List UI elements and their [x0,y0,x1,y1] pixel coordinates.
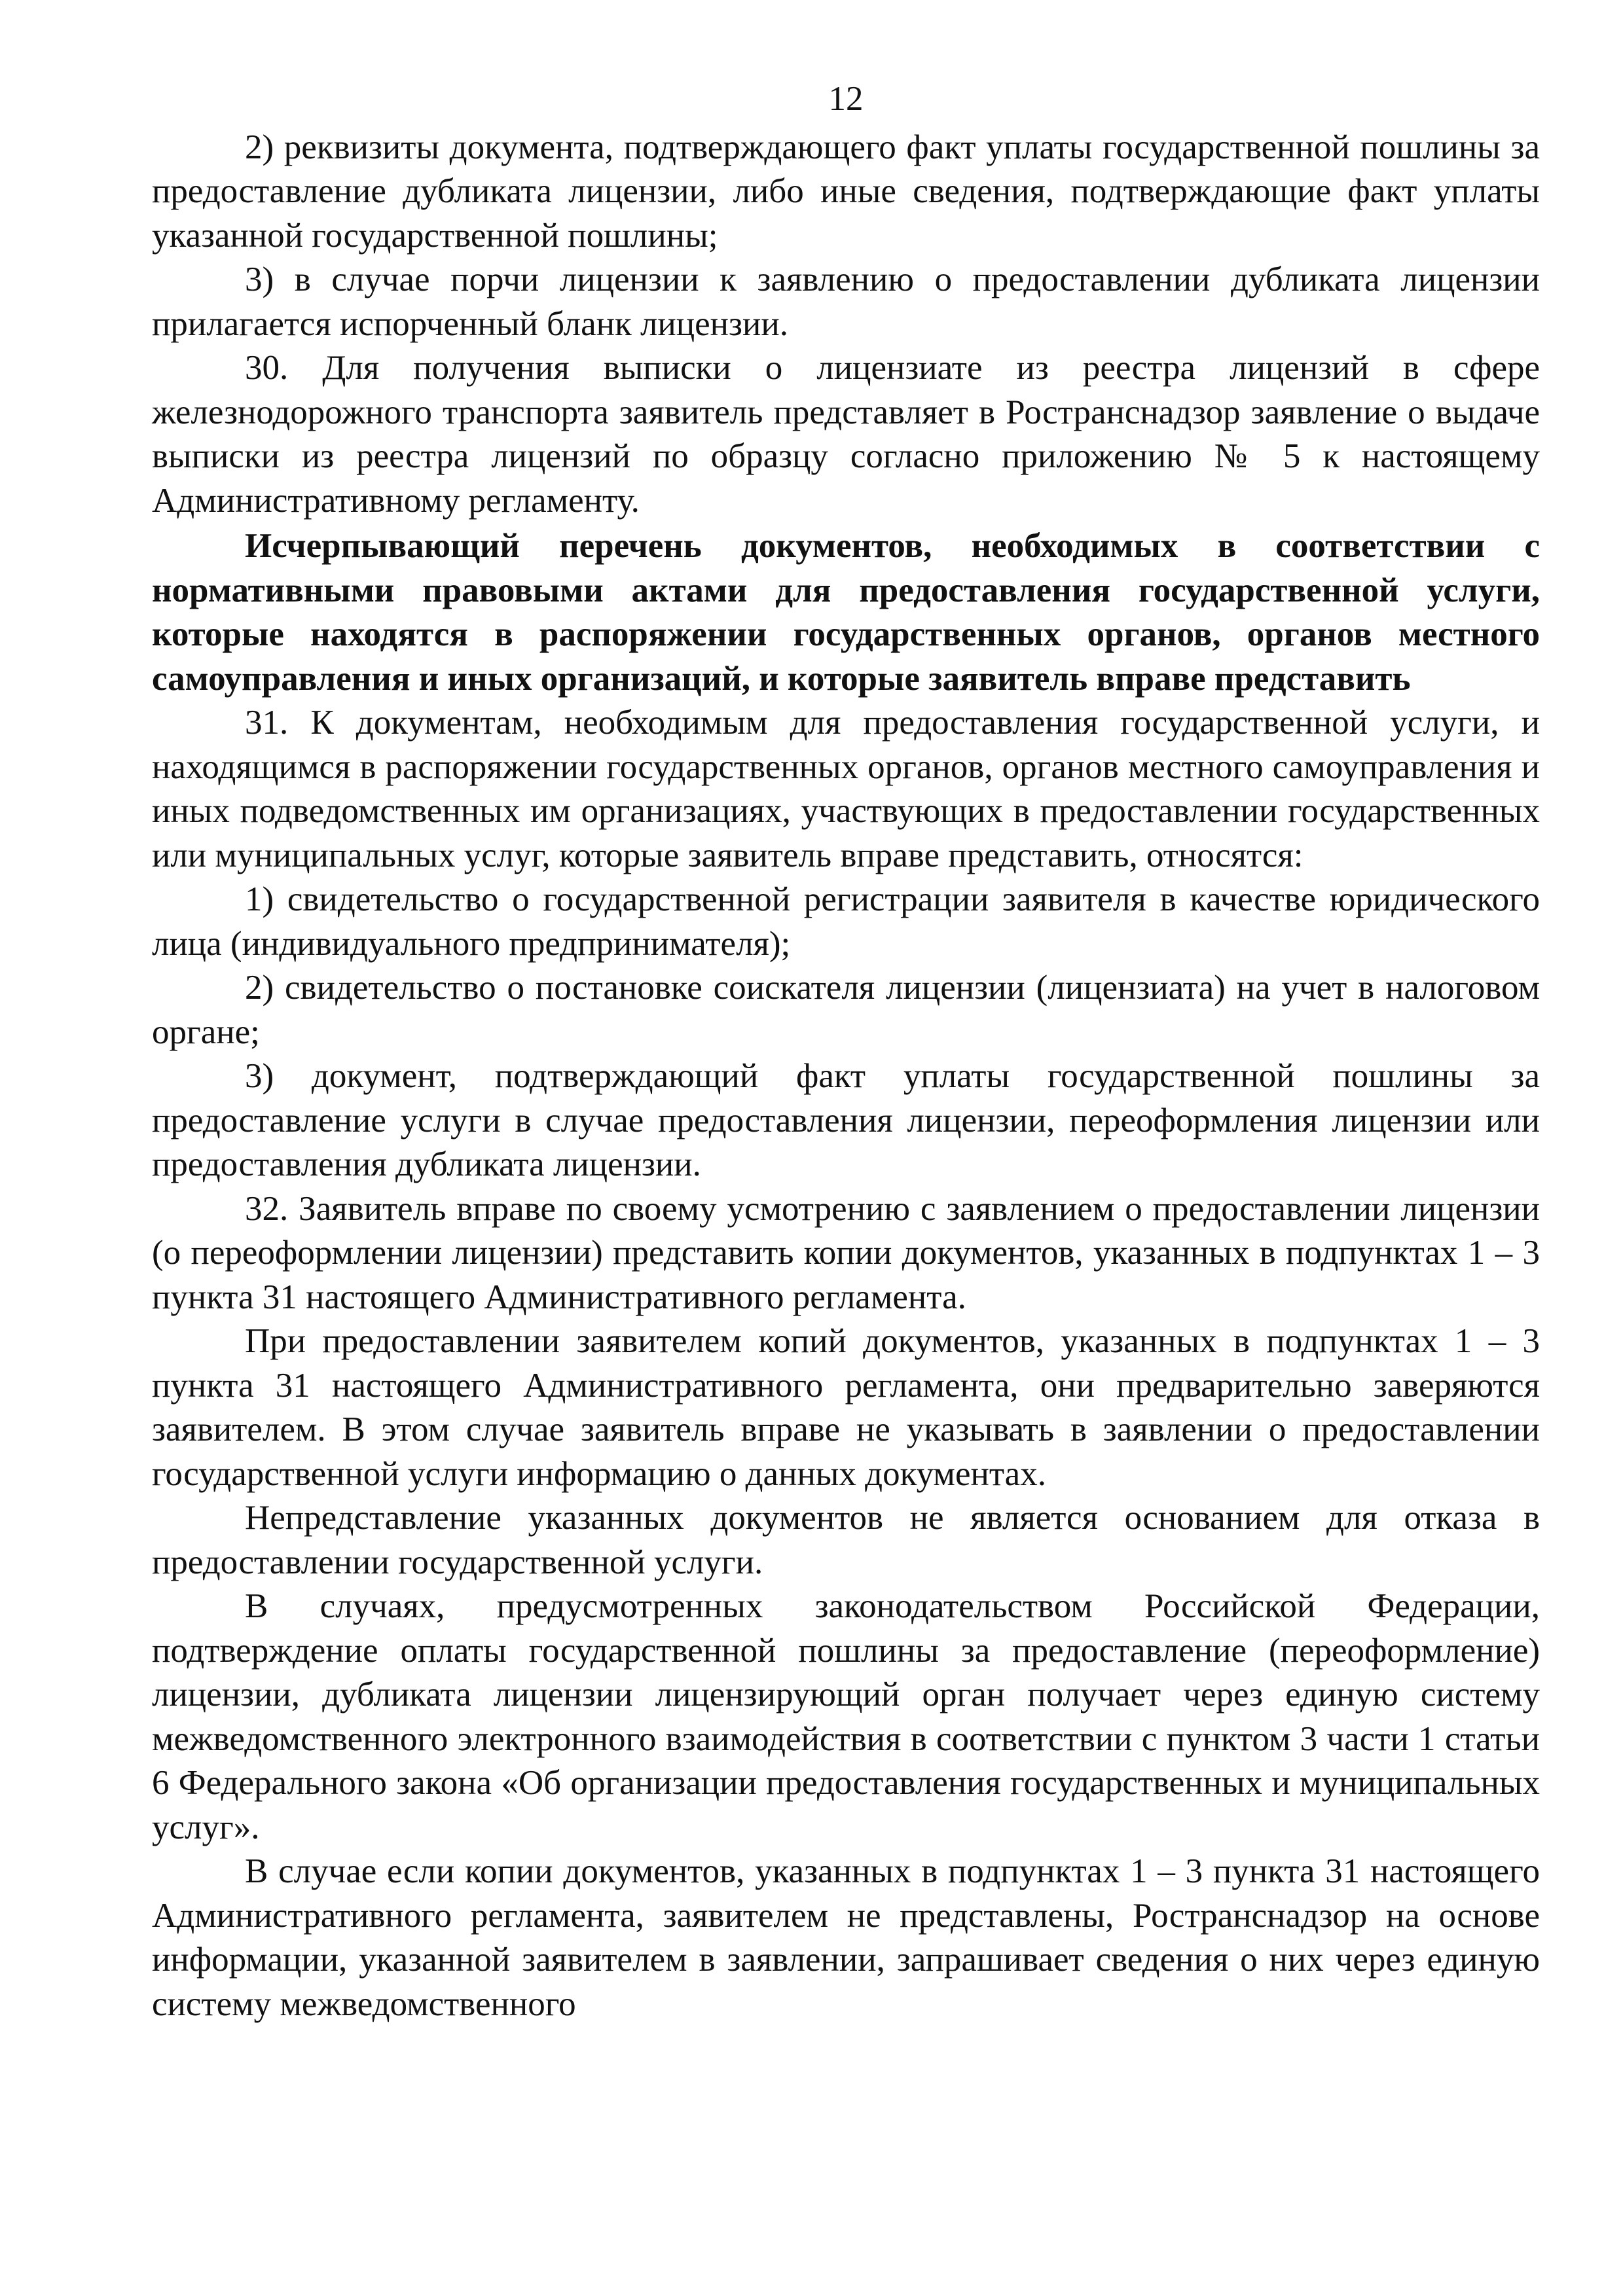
paragraph-32: 32. Заявитель вправе по своему усмотрению с заявлением о предоставлении лицензии (о переоформлении лицензии) представить копии документов, указанных в подпунктах 1 – 3 пункта 31 настоящего Административного регламента. [152,1189,1540,1316]
paragraph-fee-confirmation: В случаях, предусмотренных законодательством Российской Федерации, подтверждение оплаты государственной пошлины за предоставление (переоформление) лицензии, дубликата лицензии лицензирующий орган получает через единую систему межведомственного электронного взаимодействия в соответствии с пунктом 3 части 1 статьи 6 Федерального закона «Об организации предоставления государственных и муниципальных услуг». [152,1587,1540,1846]
paragraph-31: 31. К документам, необходимым для предоставления государственной услуги, и находящимся в распоряжении государственных органов, органов местного самоуправления и иных подведомственных им организациях, участвующих в предоставлении государственных или муниципальных услуг, которые заявитель вправе представить, относятся: [152,704,1540,874]
paragraph-31-1: 1) свидетельство о государственной регистрации заявителя в качестве юридического лица (индивидуального предпринимателя); [152,880,1540,963]
paragraph-29-2: 2) реквизиты документа, подтверждающего факт уплаты государственной пошлины за предоставление дубликата лицензии, либо иные сведения, подтверждающие факт уплаты указанной государственной пошлины; [152,128,1540,255]
document-page [152,77,1540,2026]
paragraph-31-3: 3) документ, подтверждающий факт уплаты государственной пошлины за предоставление услуги в случае предоставления лицензии, переоформления лицензии или предоставления дубликата лицензии. [152,1057,1540,1183]
paragraph-copies-certification: При предоставлении заявителем копий документов, указанных в подпунктах 1 – 3 пункта 31 настоящего Административного регламента, они предварительно заверяются заявителем. В этом случае заявитель вправе не указывать в заявлении о предоставлении государственной услуги информацию о данных документах. [152,1322,1540,1493]
paragraph-non-submission: Непредставление указанных документов не является основанием для отказа в предоставлении государственной услуги. [152,1499,1540,1581]
section-heading: Исчерпывающий перечень документов, необходимых в соответствии с нормативными правовыми актами для предоставления государственной услуги, которые находятся в распоряжении государственных органов, органов местного самоуправления и иных организаций, и которые заявитель вправе представить [152,527,1540,698]
page-number: 12 [828,80,864,118]
paragraph-29-3: 3) в случае порчи лицензии к заявлению о предоставлении дубликата лицензии прилагается испорченный бланк лицензии. [152,260,1540,343]
paragraph-31-2: 2) свидетельство о постановке соискателя лицензии (лицензиата) на учет в налоговом органе; [152,969,1540,1051]
paragraph-30: 30. Для получения выписки о лицензиате из реестра лицензий в сфере железнодорожного транспорта заявитель представляет в Ространснадзор заявление о выдаче выписки из реестра лицензий по образцу согласно приложению № 5 к настоящему Административному регламенту. [152,349,1540,520]
paragraph-interagency-request: В случае если копии документов, указанных в подпунктах 1 – 3 пункта 31 настоящего Административного регламента, заявителем не представлены, Ространснадзор на основе информации, указанной заявителем в заявлении, запрашивает сведения о них через единую систему межведомственного [152,1852,1540,2023]
